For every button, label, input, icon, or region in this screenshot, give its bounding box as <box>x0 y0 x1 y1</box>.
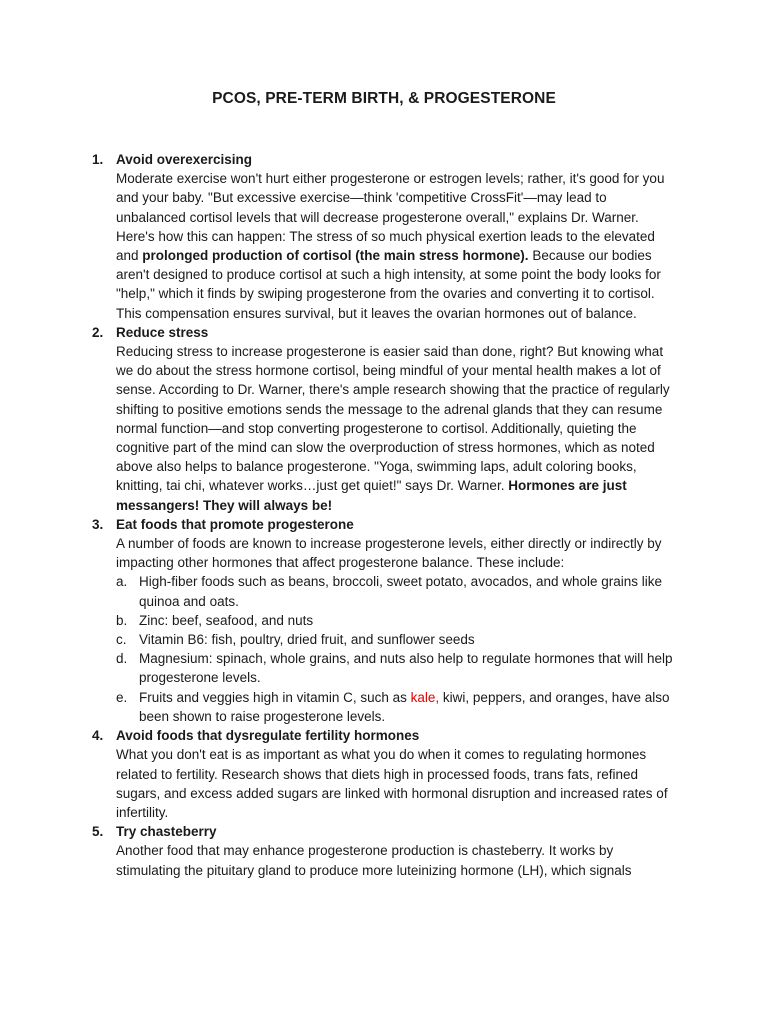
item-paragraph: Reducing stress to increase progesterone is easier said than done, right? But knowing what we do about the stress hormone cortisol, being mindful of your mental health makes a lot of sense. According to Dr. Warner, there's ample research showing that the practice of regularly shifting to positive emotions sends the message to the adrenal glands that they can resume normal function—and stop converting progesterone to cortisol. Additionally, quieting the cognitive part of the mind can slow the overproduction of stress hormones, which as noted above also helps to balance progesterone. "Yoga, swimming laps, adult coloring books, knitting, tai chi, whatever works…just get quiet!" says Dr. Warner. Hormones are just messangers! They will always be! <box>116 344 670 513</box>
item-number: 4. <box>92 728 104 744</box>
item-paragraph: Another food that may enhance progesterone production is chasteberry. It works by stimulating the pituitary gland to produce more luteinizing hormone (LH), which signals <box>116 843 632 878</box>
list-item <box>92 822 676 880</box>
list-item <box>92 323 676 515</box>
highlighted-word: kale, <box>410 689 440 705</box>
item-number: 2. <box>92 324 104 340</box>
item-paragraph: Moderate exercise won't hurt either progesterone or estrogen levels; rather, it's good for you and your baby. "But excessive exercise—think 'competitive CrossFit'—may lead to unbalanced cortisol levels that will decrease progesterone overall," explains Dr. Warner. Here's how this can happen: The stress of so much physical exertion leads to the elevated and prolonged production of cortisol (the main stress hormone). Because our bodies aren't designed to produce cortisol at such a high intensity, at some point the body looks for "help," which it finds by swiping progesterone from the ovaries and converting it to cortisol. This compensation ensures survival, but it leaves the ovarian hormones out of balance. <box>116 171 665 321</box>
sublist-item: b. Zinc: beef, seafood, and nuts <box>116 612 314 628</box>
list-item <box>92 726 676 822</box>
sublist-item: e. Fruits and veggies high in vitamin C, such as kale, kiwi, peppers, and oranges, have also been shown to raise progesterone levels. <box>116 689 670 724</box>
sublist-item: d. Magnesium: spinach, whole grains, and nuts also help to regulate hormones that will help progesterone levels. <box>116 651 673 686</box>
list-item <box>92 150 676 323</box>
item-heading: Eat foods that promote progesterone <box>116 516 354 532</box>
item-heading: Avoid foods that dysregulate fertility hormones <box>116 728 420 744</box>
item-number: 5. <box>92 824 104 840</box>
tips-list <box>92 150 676 880</box>
sublist-item: a. High-fiber foods such as beans, broccoli, sweet potato, avocados, and whole grains like quinoa and oats. <box>116 574 663 609</box>
item-paragraph: What you don't eat is as important as what you do when it comes to regulating hormones related to fertility. Research shows that diets high in processed foods, trans fats, refined sugars, and excess added sugars are linked with hormonal disruption and increased rates of infertility. <box>116 747 668 820</box>
item-paragraph: A number of foods are known to increase progesterone levels, either directly or indirectly by impacting other hormones that affect progesterone balance. These include: <box>116 536 662 571</box>
item-number: 3. <box>92 516 104 532</box>
bold-phrase: Hormones are just messangers! They will always be! <box>116 478 627 513</box>
list-item <box>92 515 676 726</box>
item-heading: Reduce stress <box>116 324 209 340</box>
item-heading: Avoid overexercising <box>116 152 253 167</box>
item-heading: Try chasteberry <box>116 824 217 840</box>
food-sublist <box>116 572 676 726</box>
sublist-item: c. Vitamin B6: fish, poultry, dried fruit, and sunflower seeds <box>116 632 475 648</box>
document-title: PCOS, PRE-TERM BIRTH, & PROGESTERONE <box>212 90 556 107</box>
item-number: 1. <box>92 152 104 167</box>
bold-phrase: prolonged production of cortisol (the main stress hormone). <box>142 248 529 264</box>
